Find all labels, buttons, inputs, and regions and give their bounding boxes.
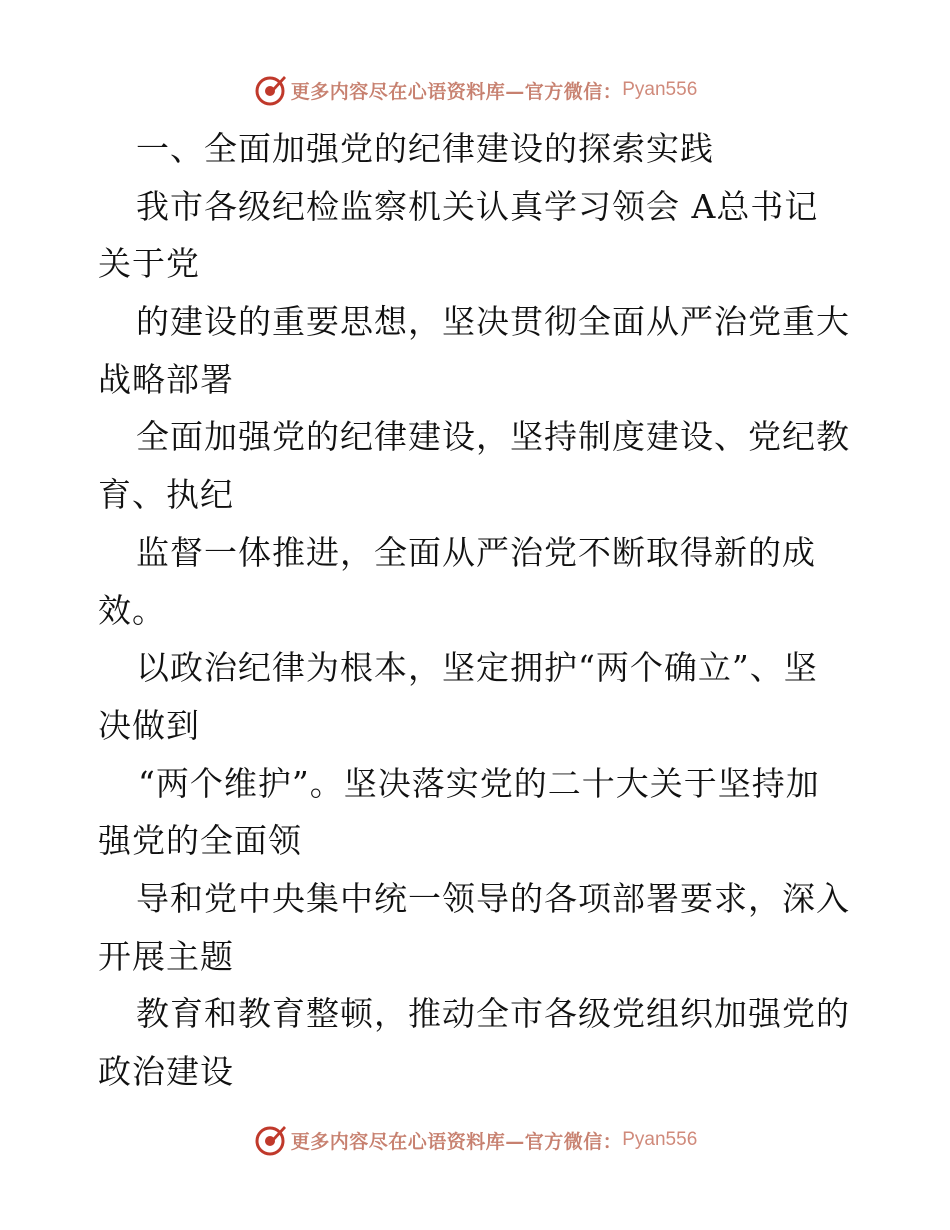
text-line: 政治建设 [98,1052,234,1091]
watermark-text: 更多内容尽在心语资料库—官方微信： [290,1130,623,1153]
pen-logo-icon [253,1123,287,1157]
text-line: 全面加强党的纪律建设，坚持制度建设、党纪教 [136,417,850,457]
document-body [98,120,858,1101]
text-line: 强党的全面领 [98,821,302,861]
text-line: 以政治纪律为根本，坚定拥护“两个确立”、坚 [136,648,818,688]
text-line: 效。 [98,590,166,630]
text-line: 决做到 [98,705,200,745]
watermark-wechat-id: Pyan556 [622,1129,698,1150]
text-line: 监督一体推进，全面从严治党不断取得新的成 [136,532,816,572]
section-heading: 一、全面加强党的纪律建设的探索实践 [136,129,714,168]
text-line: 战略部署 [98,359,234,399]
text-line: 育、执纪 [98,475,234,515]
text-line: 关于党 [98,244,200,284]
text-line: 开展主题 [98,936,234,976]
pen-logo-icon [253,73,287,107]
text-line: 教育和教育整顿，推动全市各级党组织加强党的 [136,994,850,1034]
text-line: 的建设的重要思想，坚决贯彻全面从严治党重大 [136,302,850,342]
text-line: 我市各级纪检监察机关认真学习领会 A总书记 [136,186,819,226]
watermark-banner-top [0,70,950,110]
watermark-text: 更多内容尽在心语资料库—官方微信： [290,80,623,103]
text-line: 导和党中央集中统一领导的各项部署要求，深入 [136,878,850,918]
watermark-banner-bottom [0,1120,950,1160]
watermark-wechat-id: Pyan556 [622,79,698,100]
text-line: “两个维护”。坚决落实党的二十大关于坚持加 [138,763,820,803]
